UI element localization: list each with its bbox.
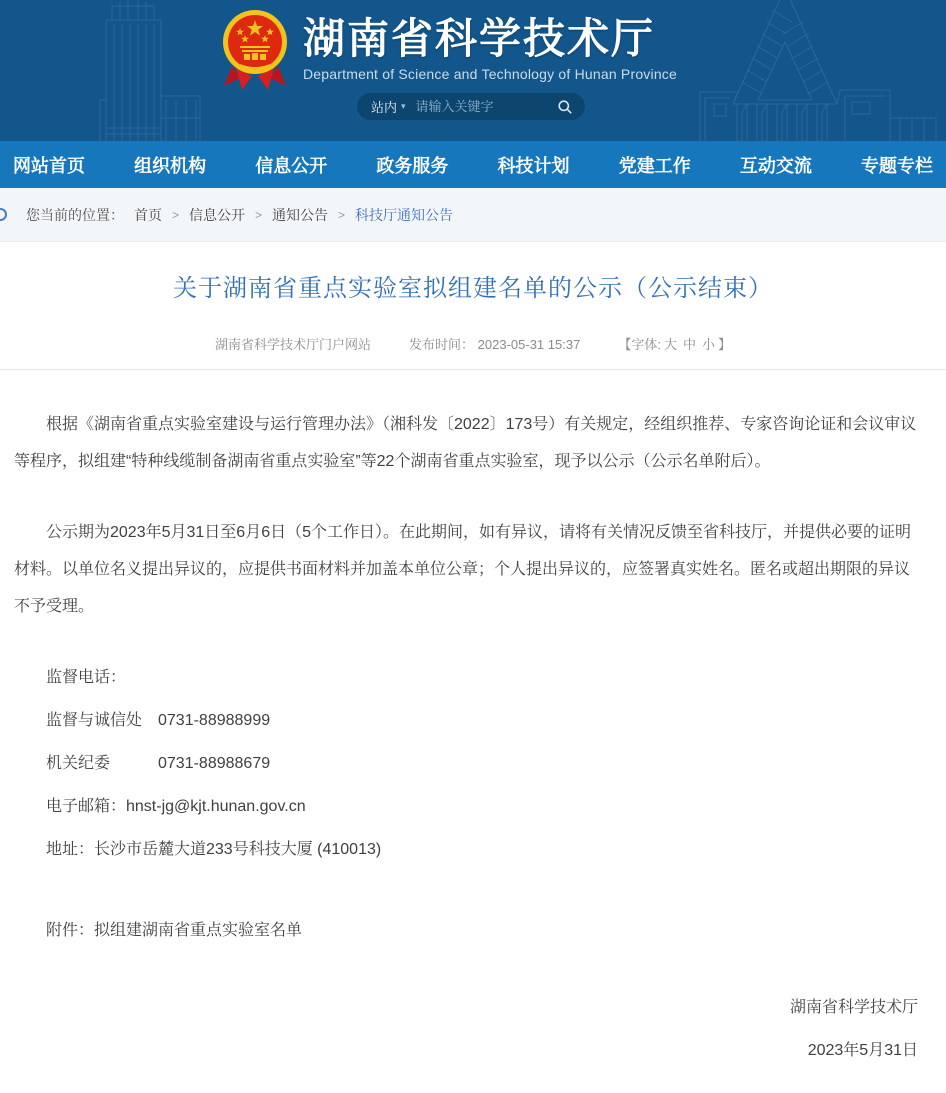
font-size-small-button[interactable]: 小 (701, 337, 715, 352)
nav-item-special-topics[interactable]: 专题专栏 (860, 155, 933, 176)
site-search (357, 93, 585, 120)
breadcrumb-separator: > (255, 207, 263, 222)
search-scope-select[interactable] (371, 97, 406, 116)
nav-item-party-building[interactable]: 党建工作 (618, 155, 691, 176)
publish-time-label: 发布时间： (409, 337, 475, 352)
site-subtitle-en: Department of Science and Technology of Hunan Province (303, 66, 677, 82)
font-size-medium-button[interactable]: 中 (682, 337, 696, 352)
nav-item-organization[interactable]: 组织机构 (134, 155, 207, 176)
breadcrumb-separator: > (172, 207, 180, 222)
article-head (0, 242, 946, 370)
font-size-suffix: 】 (717, 337, 731, 352)
breadcrumb-current[interactable]: 科技厅通知公告 (355, 206, 454, 223)
article (0, 242, 946, 1093)
article-body (0, 370, 946, 1093)
site-title: 湖南省科学技术厅 (303, 15, 656, 62)
contact-line-email: 电子邮箱：hnst-jg@kjt.hunan.gov.cn (46, 798, 306, 815)
site-header (0, 0, 946, 141)
search-input[interactable] (416, 99, 534, 114)
breadcrumb-home[interactable]: 首页 (134, 206, 162, 223)
site-brand[interactable] (222, 6, 677, 90)
breadcrumb-notices[interactable]: 通知公告 (272, 206, 329, 223)
article-source: 湖南省科学技术厅门户网站 (215, 337, 372, 352)
main-nav (0, 141, 946, 188)
magnifier-icon (557, 99, 573, 115)
contact-line-address: 地址：长沙市岳麓大道233号科技大厦 (410013) (46, 841, 382, 858)
publish-time-value: 2023-05-31 15:37 (477, 337, 581, 352)
breadcrumb-info-disclosure[interactable]: 信息公开 (189, 206, 246, 223)
font-size-control (618, 334, 731, 353)
attachment-label: 附件： (46, 922, 95, 939)
page-title: 关于湖南省重点实验室拟组建名单的公示（公示结束） (173, 275, 773, 302)
nav-item-home[interactable]: 网站首页 (13, 155, 85, 176)
location-icon (0, 208, 7, 221)
contact-line-discipline: 机关纪委 0731-88988679 (46, 755, 271, 772)
article-meta (0, 334, 946, 353)
publish-time (409, 334, 580, 353)
contact-line-supervision: 监督与诚信处 0731-88988999 (46, 712, 271, 729)
signoff-agency: 湖南省科学技术厅 (789, 999, 918, 1016)
nav-item-info-disclosure[interactable]: 信息公开 (255, 155, 328, 176)
breadcrumb-separator: > (338, 207, 346, 222)
search-scope-label: 站内 (371, 100, 398, 115)
nav-item-interaction[interactable]: 互动交流 (739, 155, 812, 176)
nav-item-gov-services[interactable]: 政务服务 (376, 155, 449, 176)
attachment-link[interactable]: 拟组建湖南省重点实验室名单 (94, 922, 303, 939)
nav-item-sci-tech-programs[interactable]: 科技计划 (497, 155, 570, 176)
paragraph: 公示期为2023年5月31日至6月6日（5个工作日）。在此期间，如有异议，请将有关情况反馈至省科技厅，并提供必要的证明材料。以单位名义提出异议的，应提供书面材料并加盖本单位公章；个人提出异议的，应签署真实姓名。匿名或超出期限的异议不予受理。 (14, 524, 911, 615)
signoff-date: 2023年5月31日 (807, 1042, 918, 1059)
national-emblem-icon (222, 6, 288, 90)
font-size-large-button[interactable]: 大 (663, 337, 677, 352)
breadcrumb-label: 您当前的位置： (26, 206, 124, 223)
breadcrumb (0, 188, 946, 242)
paragraph: 根据《湖南省重点实验室建设与运行管理办法》（湘科发〔2022〕173号）有关规定，经组织推荐、专家咨询论证和会议审议等程序，拟组建“特种线缆制备湖南省重点实验室”等22个湖南省重点实验室，现予以公示（公示名单附后）。 (14, 416, 917, 470)
font-size-prefix: 【字体: (618, 337, 661, 352)
search-button[interactable] (557, 99, 573, 115)
chevron-down-icon: ▾ (401, 101, 406, 111)
attachment-line (14, 912, 918, 949)
contact-heading: 监督电话： (46, 669, 127, 686)
